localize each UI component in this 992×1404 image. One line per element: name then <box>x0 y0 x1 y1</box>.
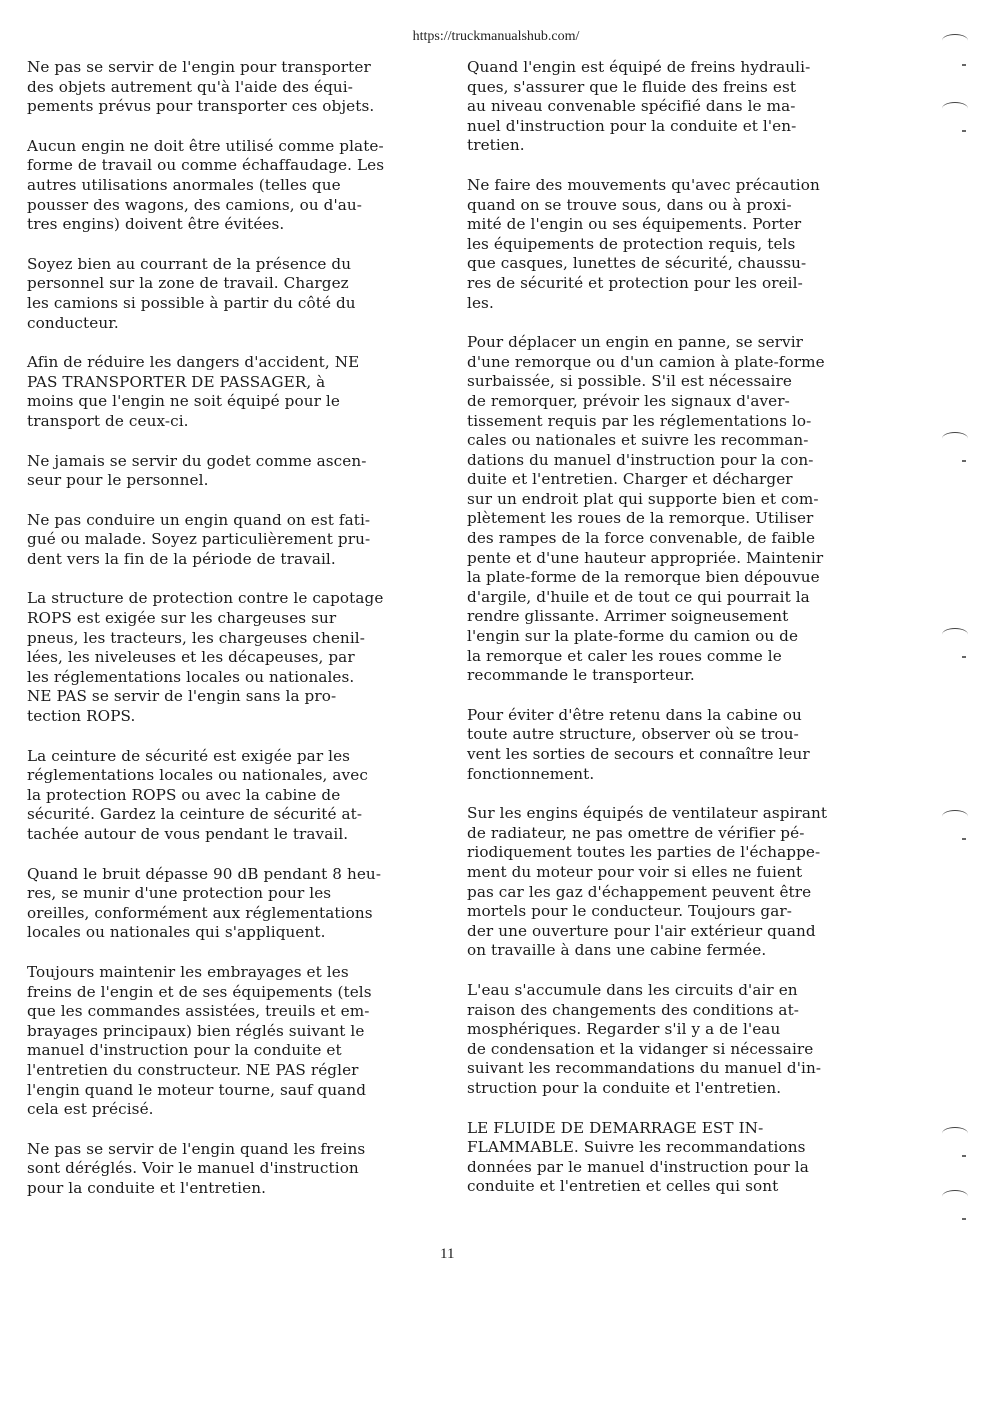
text-line: sur un endroit plat qui supporte bien et com- <box>467 489 819 508</box>
text-line: nuel d'instruction pour la conduite et l'en- <box>467 116 797 135</box>
text-line: pente et d'une hauteur appropriée. Maintenir <box>467 548 824 567</box>
paragraph <box>27 452 447 491</box>
text-line: la remorque et caler les roues comme le <box>467 646 782 665</box>
text-line: pneus, les tracteurs, les chargeuses chenil- <box>27 628 365 647</box>
binding-dot-mark <box>962 460 966 462</box>
text-line: Sur les engins équipés de ventilateur aspirant <box>467 804 828 823</box>
binding-dot-mark <box>962 1155 966 1157</box>
text-line: on travaille à dans une cabine fermée. <box>467 941 767 960</box>
binding-hole-mark <box>942 1127 968 1140</box>
text-line: mosphériques. Regarder s'il y a de l'eau <box>467 1020 781 1039</box>
binding-dot-mark <box>962 64 966 66</box>
text-line: l'engin sur la plate-forme du camion ou de <box>467 627 799 646</box>
text-line: sécurité. Gardez la ceinture de sécurité at- <box>27 805 363 824</box>
text-line: les camions si possible à partir du côté du <box>27 293 356 312</box>
left-column <box>27 58 447 1219</box>
text-line: locales ou nationales qui s'appliquent. <box>27 923 326 942</box>
text-line: forme de travail ou comme échaffaudage. Les <box>27 156 385 175</box>
text-line: tection ROPS. <box>27 707 136 726</box>
text-line: réglementations locales ou nationales, avec <box>27 766 368 785</box>
text-line: Aucun engin ne doit être utilisé comme plate- <box>27 136 384 155</box>
text-line: La ceinture de sécurité est exigée par les <box>27 746 351 765</box>
text-line: PAS TRANSPORTER DE PASSAGER, à <box>27 372 326 391</box>
text-line: données par le manuel d'instruction pour la <box>467 1157 809 1176</box>
text-line: que casques, lunettes de sécurité, chaussu- <box>467 254 807 273</box>
text-line: cela est précisé. <box>27 1100 154 1119</box>
text-line: des rampes de la force convenable, de faible <box>467 529 816 548</box>
paragraph <box>27 865 447 943</box>
text-line: tres engins) doivent être évitées. <box>27 215 285 234</box>
text-line: Ne pas se servir de l'engin quand les freins <box>27 1139 366 1158</box>
text-line: duite et l'entretien. Charger et décharger <box>467 470 793 489</box>
text-line: conducteur. <box>27 313 119 332</box>
text-line: au niveau convenable spécifié dans le ma- <box>467 97 796 116</box>
text-line: conduite et l'entretien et celles qui sont <box>467 1177 779 1196</box>
text-line: freins de l'engin et de ses équipements (tels <box>27 982 372 1001</box>
text-line: struction pour la conduite et l'entretien. <box>467 1078 782 1097</box>
text-line: surbaissée, si possible. S'il est nécessaire <box>467 372 792 391</box>
text-line: de condensation et la vidanger si nécessaire <box>467 1039 814 1058</box>
text-line: pousser des wagons, des camions, ou d'au- <box>27 195 363 214</box>
binding-hole-mark <box>942 432 968 445</box>
text-line: tissement requis par les réglementations lo- <box>467 411 812 430</box>
text-line: tachée autour de vous pendant le travail. <box>27 825 349 843</box>
text-line: ques, s'assurer que le fluide des freins est <box>467 77 797 96</box>
text-line: mortels pour le conducteur. Toujours gar- <box>467 902 792 921</box>
text-line: manuel d'instruction pour la conduite et <box>27 1041 342 1060</box>
text-line: oreilles, conformément aux réglementations <box>27 903 373 922</box>
text-line: res, se munir d'une protection pour les <box>27 884 332 903</box>
paragraph <box>27 137 447 235</box>
text-line: pas car les gaz d'échappement peuvent être <box>467 882 812 901</box>
text-line: mité de l'engin ou ses équipements. Porter <box>467 215 802 234</box>
paragraph <box>27 589 447 726</box>
right-column <box>467 58 892 1217</box>
text-line: seur pour le personnel. <box>27 471 209 490</box>
paragraph <box>27 1140 447 1199</box>
text-line: Toujours maintenir les embrayages et les <box>27 962 349 981</box>
text-line: NE PAS se servir de l'engin sans la pro- <box>27 687 337 706</box>
text-line: sont déréglés. Voir le manuel d'instruction <box>27 1159 359 1178</box>
text-line: autres utilisations anormales (telles que <box>27 175 341 194</box>
binding-dot-mark <box>962 1218 966 1220</box>
text-line: plètement les roues de la remorque. Utiliser <box>467 509 814 528</box>
paragraph <box>467 58 892 156</box>
text-line: les équipements de protection requis, tels <box>467 234 796 253</box>
paragraph <box>27 58 447 117</box>
text-line: Quand le bruit dépasse 90 dB pendant 8 heu- <box>27 864 382 883</box>
text-line: der une ouverture pour l'air extérieur quand <box>467 921 816 940</box>
text-line: suivant les recommandations du manuel d'in- <box>467 1059 822 1078</box>
text-line: Ne faire des mouvements qu'avec précaution <box>467 175 820 194</box>
paragraph <box>27 255 447 333</box>
text-line: dations du manuel d'instruction pour la con- <box>467 450 814 469</box>
text-line: les. <box>467 293 494 312</box>
paragraph <box>467 333 892 686</box>
paragraph <box>467 1119 892 1197</box>
text-line: l'entretien du constructeur. NE PAS régler <box>27 1060 359 1079</box>
text-line: Pour déplacer un engin en panne, se servir <box>467 333 804 352</box>
text-line: dent vers la fin de la période de travail. <box>27 549 336 568</box>
text-line: cales ou nationales et suivre les recomman- <box>467 431 809 450</box>
binding-dot-mark <box>962 656 966 658</box>
text-line: pements prévus pour transporter ces objets. <box>27 97 375 116</box>
text-line: ment du moteur pour voir si elles ne fuient <box>467 862 803 881</box>
paragraph <box>467 176 892 313</box>
text-line: personnel sur la zone de travail. Chargez <box>27 274 349 293</box>
text-line: La structure de protection contre le capotage <box>27 589 384 608</box>
paragraph <box>27 511 447 570</box>
page-number: 11 <box>440 1246 455 1262</box>
paragraph <box>27 747 447 845</box>
text-line: Quand l'engin est équipé de freins hydrauli- <box>467 58 811 76</box>
text-line: raison des changements des conditions at- <box>467 1000 800 1019</box>
text-line: d'une remorque ou d'un camion à plate-forme <box>467 352 825 371</box>
text-line: des objets autrement qu'à l'aide des équi- <box>27 77 353 96</box>
text-line: vent les sorties de secours et connaître leur <box>467 745 810 763</box>
binding-dot-mark <box>962 838 966 840</box>
text-line: l'engin quand le moteur tourne, sauf quand <box>27 1080 367 1099</box>
text-line: res de sécurité et protection pour les oreil- <box>467 273 803 292</box>
text-line: de remorquer, prévoir les signaux d'aver- <box>467 391 790 410</box>
text-line: de radiateur, ne pas omettre de vérifier pé- <box>467 823 805 842</box>
text-line: Ne pas se servir de l'engin pour transporter <box>27 58 371 76</box>
text-line: rendre glissante. Arrimer soigneusement <box>467 607 789 626</box>
text-line: Soyez bien au courrant de la présence du <box>27 254 352 273</box>
binding-hole-mark <box>942 810 968 823</box>
text-line: moins que l'engin ne soit équipé pour le <box>27 392 340 411</box>
binding-hole-mark <box>942 628 968 641</box>
text-line: riodiquement toutes les parties de l'échappe- <box>467 843 821 862</box>
text-line: Afin de réduire les dangers d'accident, NE <box>27 353 360 372</box>
text-line: transport de ceux-ci. <box>27 411 189 430</box>
text-line: brayages principaux) bien réglés suivant le <box>27 1021 365 1040</box>
text-line: L'eau s'accumule dans les circuits d'air en <box>467 980 798 999</box>
paragraph <box>27 353 447 431</box>
binding-hole-mark <box>942 1190 968 1203</box>
text-line: toute autre structure, observer où se trou- <box>467 725 799 744</box>
text-line: la plate-forme de la remorque bien dépouvue <box>467 568 820 587</box>
text-line: les réglementations locales ou nationales. <box>27 667 355 686</box>
text-line: la protection ROPS ou avec la cabine de <box>27 785 341 804</box>
text-line: Ne jamais se servir du godet comme ascen- <box>27 451 367 470</box>
text-line: fonctionnement. <box>467 764 595 783</box>
text-line: quand on se trouve sous, dans ou à proxi- <box>467 195 792 214</box>
paragraph <box>467 706 892 784</box>
paragraph <box>27 963 447 1120</box>
paragraph <box>467 981 892 1099</box>
text-line: FLAMMABLE. Suivre les recommandations <box>467 1138 806 1157</box>
paragraph <box>467 804 892 961</box>
binding-hole-mark <box>942 34 968 47</box>
text-line: d'argile, d'huile et de tout ce qui pourrait la <box>467 587 810 606</box>
text-line: lées, les niveleuses et les décapeuses, par <box>27 648 355 667</box>
text-line: que les commandes assistées, treuils et em- <box>27 1002 370 1021</box>
text-line: gué ou malade. Soyez particulièrement pru- <box>27 530 371 549</box>
text-line: recommande le transporteur. <box>467 666 695 685</box>
text-line: Pour éviter d'être retenu dans la cabine ou <box>467 705 802 724</box>
text-line: Ne pas conduire un engin quand on est fati- <box>27 510 371 529</box>
text-line: LE FLUIDE DE DEMARRAGE EST IN- <box>467 1118 764 1137</box>
binding-hole-mark <box>942 102 968 115</box>
source-url[interactable]: https://truckmanualshub.com/ <box>412 29 580 44</box>
text-line: pour la conduite et l'entretien. <box>27 1178 267 1197</box>
binding-dot-mark <box>962 130 966 132</box>
text-line: ROPS est exigée sur les chargeuses sur <box>27 609 337 628</box>
text-line: tretien. <box>467 136 525 155</box>
